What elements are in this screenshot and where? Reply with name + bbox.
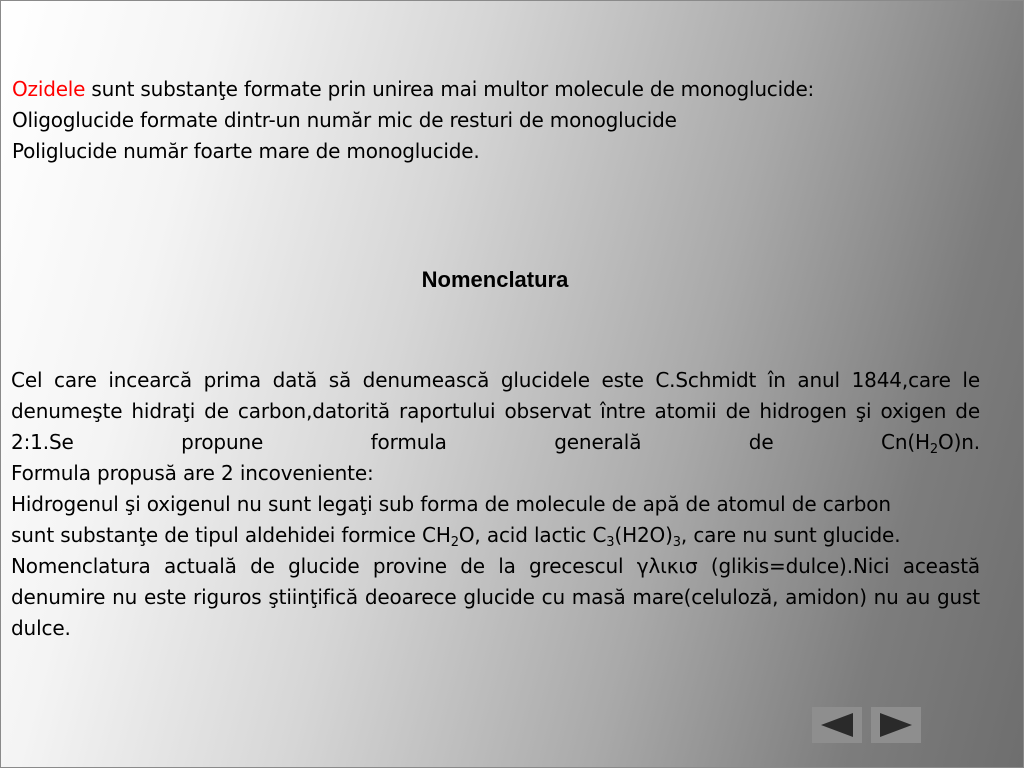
paragraph-1-end: O)n. [938,430,980,454]
highlight-term: Ozidele [12,77,86,101]
paragraph-1-text: Cel care incearcă prima dată să denumească glucidele este C.Schmidt în anul 1844,care le denumeşte hidraţi de carbon,datorită raportului observat între atomii de hidrogen şi oxigen de 2:1.Se propune formula generală de Cn(H [11,368,980,454]
subscript: 2 [450,535,459,550]
paragraph-4-text-c: (H2O) [614,523,673,547]
paragraph-5: Nomenclatura actuală de glucide provine de la grecescul γλικισ (glikis=dulce).Nici această denumire nu este riguros ştiinţifică deoarece glucide cu masă mare(celuloză, amidon) nu au gust dulce. [11,554,980,640]
body-text [11,365,980,644]
intro-block [12,74,1002,167]
paragraph-2: Formula propusă are 2 incoveniente: [11,461,374,485]
previous-slide-button[interactable] [812,707,862,743]
next-slide-button[interactable] [871,707,921,743]
intro-line-2: Oligoglucide formate dintr-un număr mic de resturi de monoglucide [12,108,677,132]
intro-line-1 [12,74,1002,105]
intro-line-3: Poliglucide număr foarte mare de monoglucide. [12,139,480,163]
paragraph-1 [11,365,980,458]
intro-line-1-text: sunt substanţe formate prin unirea mai multor molecule de monoglucide: [85,77,815,101]
subscript: 2 [929,442,939,457]
paragraph-4-text-d: , care nu sunt glucide. [680,523,901,547]
paragraph-3: Hidrogenul şi oxigenul nu sunt legaţi sub forma de molecule de apă de atomul de carbon [11,492,891,516]
paragraph-4-text-b: O, acid lactic C [458,523,607,547]
subscript: 3 [606,535,615,550]
paragraph-4 [11,520,980,551]
section-heading: Nomenclatura [421,267,569,292]
triangle-right-icon [879,712,913,738]
subscript: 3 [672,535,681,550]
triangle-left-icon [820,712,854,738]
paragraph-4-text-a: sunt substanţe de tipul aldehidei formice CH [11,523,451,547]
